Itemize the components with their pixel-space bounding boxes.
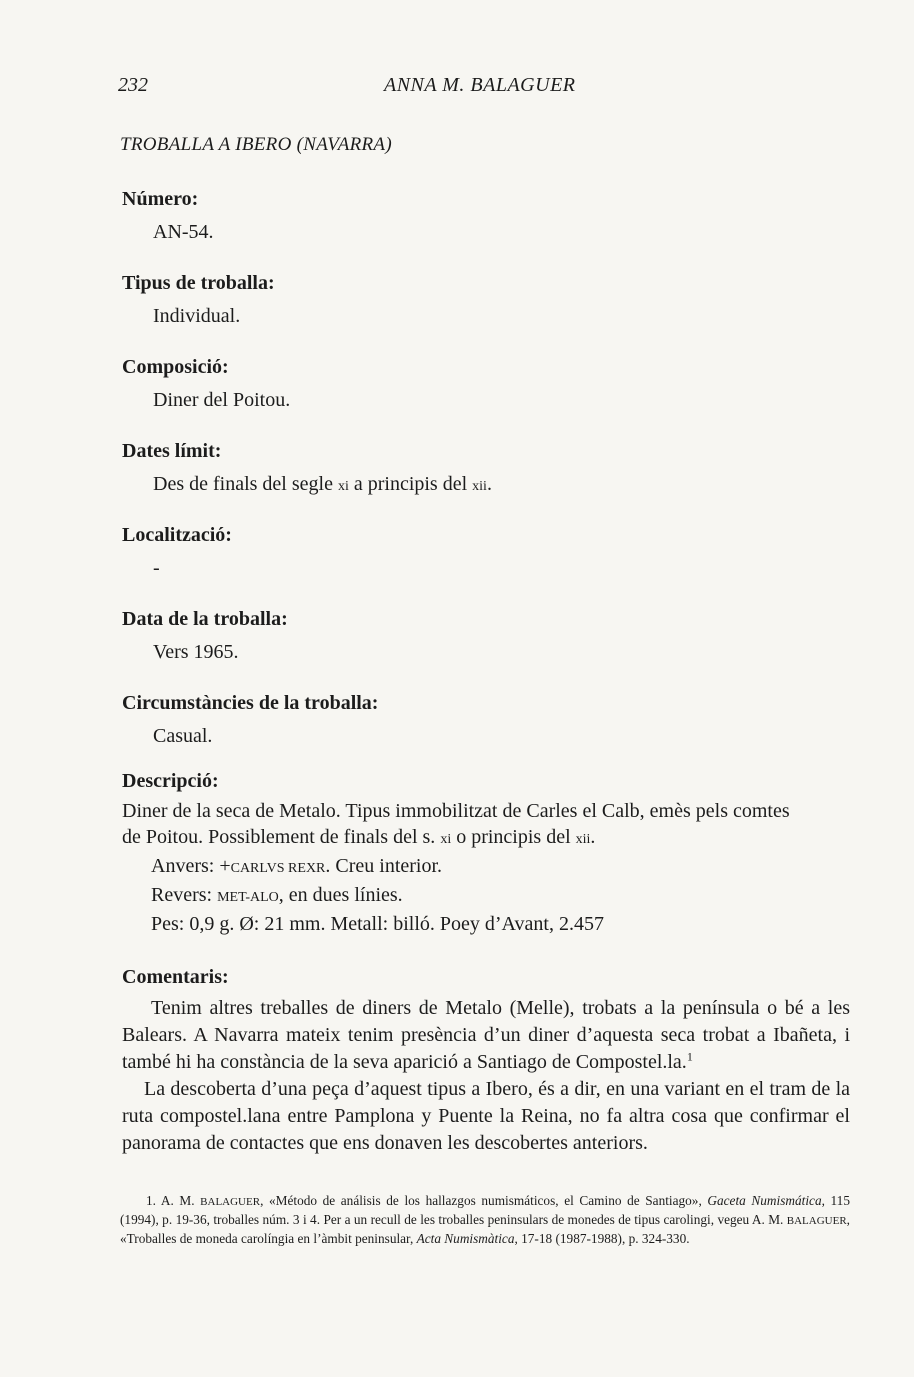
field-value: Vers 1965. xyxy=(153,641,239,663)
small-caps-run: CARLVS REXR xyxy=(230,861,326,876)
comment-paragraph xyxy=(122,995,850,1076)
field-localitzacio xyxy=(122,522,850,581)
text-run: o principis del xyxy=(451,826,576,848)
text-run: , en dues línies. xyxy=(278,884,403,906)
text-run: . Creu interior. xyxy=(325,855,443,877)
text-run: . xyxy=(486,473,492,495)
field-label: Tipus de troballa: xyxy=(122,272,275,294)
field-tipus xyxy=(122,270,850,329)
text-run: Revers: xyxy=(151,884,218,906)
running-head xyxy=(118,74,850,104)
small-caps-run: xii xyxy=(472,479,487,494)
small-caps-run: xi xyxy=(440,832,452,847)
field-label: Comentaris: xyxy=(122,966,229,988)
small-caps-run: BALAGUER xyxy=(786,1215,847,1227)
field-label: Número: xyxy=(122,188,199,210)
footnote xyxy=(120,1192,850,1248)
text-run: Anvers: + xyxy=(151,855,231,877)
small-caps-run: xi xyxy=(337,479,349,494)
text-run: , «Troballes de moneda carolíngia en l’àmbit peninsular, xyxy=(120,1212,850,1246)
small-caps-run: xii xyxy=(575,832,591,847)
field-label: Dates límit: xyxy=(122,440,222,462)
field-dates xyxy=(122,438,850,500)
small-caps-run: MET-ALO xyxy=(217,890,279,905)
field-label: Localització: xyxy=(122,524,232,546)
page-number: 232 xyxy=(118,74,148,96)
text-run: Tenim altres treballes de diners de Metalo (Melle), trobats a la península o bé a les Balears. A Navarra mateix tenim presència d’un diner d’aquesta seca trobat a Ibañeta, i també hi ha constància de la seva aparició a Santiago de Compostel.la. xyxy=(122,997,850,1073)
field-label: Composició: xyxy=(122,356,229,378)
field-comentaris xyxy=(122,964,850,1157)
section-title: TROBALLA A IBERO (NAVARRA) xyxy=(120,134,392,155)
field-value: - xyxy=(153,557,160,579)
italic-run: Gaceta Numismática xyxy=(707,1193,822,1208)
comment-paragraph: La descoberta d’una peça d’aquest tipus a Ibero, és a dir, en una variant en el tram de la ruta compostel.lana entre Pamplona y Puente la Reina, no fa altra cosa que confirmar el panorama de contactes que ens donaven les descobertes anteriors. xyxy=(122,1078,850,1154)
field-circumstancies xyxy=(122,690,850,749)
anvers-line xyxy=(122,853,850,882)
footnote-ref[interactable]: 1 xyxy=(686,1049,693,1064)
description-body xyxy=(122,798,850,937)
field-value: Casual. xyxy=(153,725,213,747)
text-run: . xyxy=(590,826,596,848)
field-composicio xyxy=(122,354,850,413)
field-label: Data de la troballa: xyxy=(122,608,288,630)
text-run: A. M. xyxy=(155,1193,201,1208)
small-caps-run: BALAGUER xyxy=(200,1196,261,1208)
comment-body xyxy=(122,995,850,1157)
text-run: , «Método de análisis de los hallazgos numismáticos, el Camino de Santiago», xyxy=(260,1193,708,1208)
field-value: Diner del Poitou. xyxy=(153,389,291,411)
field-data xyxy=(122,606,850,665)
text-run: , 115 (1994), p. 19-36, troballes núm. 3 i 4. Per a un recull de les troballes peninsulars de monedes de tipus carolingi, vegeu A. M. xyxy=(120,1193,850,1227)
text-run: , 17-18 (1987-1988), p. 324-330. xyxy=(514,1231,690,1246)
text-run: de Poitou. Possiblement de finals del s. xyxy=(122,826,441,848)
field-value xyxy=(122,471,850,500)
field-value: Individual. xyxy=(153,305,241,327)
pes-line: Pes: 0,9 g. Ø: 21 mm. Metall: billó. Poey d’Avant, 2.457 xyxy=(151,913,604,935)
field-value: AN-54. xyxy=(153,221,214,243)
running-title: ANNA M. BALAGUER xyxy=(384,74,576,96)
description-line xyxy=(122,824,850,853)
revers-line xyxy=(122,882,850,911)
field-label: Circumstàncies de la troballa: xyxy=(122,692,379,714)
footnote-number: 1. xyxy=(146,1193,156,1208)
text-run: a principis del xyxy=(348,473,473,495)
field-numero xyxy=(122,186,850,245)
field-descripcio xyxy=(122,768,850,937)
italic-run: Acta Numismàtica xyxy=(416,1231,515,1246)
text-run: Des de finals del segle xyxy=(153,473,338,495)
field-label: Descripció: xyxy=(122,770,219,792)
description-line: Diner de la seca de Metalo. Tipus immobilitzat de Carles el Calb, emès pels comtes xyxy=(122,800,790,822)
